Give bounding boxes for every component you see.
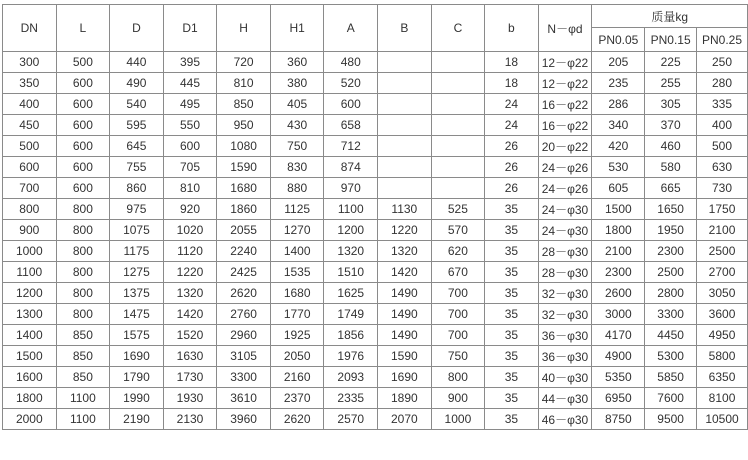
table-cell: 20－φ22 — [538, 136, 592, 157]
header-pn005: PN0.05 — [592, 28, 645, 52]
header-d: D — [110, 5, 164, 52]
table-cell: 420 — [592, 136, 645, 157]
table-cell: 350 — [3, 73, 57, 94]
table-cell: 580 — [645, 157, 697, 178]
table-cell: 1475 — [110, 304, 164, 325]
table-cell: 1860 — [217, 199, 271, 220]
table-cell: 570 — [431, 220, 485, 241]
table-cell: 1730 — [163, 367, 217, 388]
table-cell: 1400 — [270, 241, 324, 262]
table-cell: 400 — [697, 115, 748, 136]
table-cell: 605 — [592, 178, 645, 199]
table-cell: 1320 — [378, 241, 432, 262]
table-cell: 755 — [110, 157, 164, 178]
table-cell: 1690 — [110, 346, 164, 367]
table-cell: 600 — [56, 178, 110, 199]
table-cell: 1200 — [324, 220, 378, 241]
table-cell: 24 — [485, 115, 538, 136]
table-row — [3, 304, 748, 325]
header-a: A — [324, 5, 378, 52]
table-cell: 340 — [592, 115, 645, 136]
table-row — [3, 262, 748, 283]
table-cell: 305 — [645, 94, 697, 115]
header-row — [3, 5, 748, 28]
table-cell: 1925 — [270, 325, 324, 346]
table-cell: 850 — [56, 325, 110, 346]
table-cell: 850 — [217, 94, 271, 115]
table-cell: 1625 — [324, 283, 378, 304]
table-cell: 2500 — [645, 262, 697, 283]
table-cell: 445 — [163, 73, 217, 94]
table-cell: 24－φ30 — [538, 199, 592, 220]
table-cell: 5850 — [645, 367, 697, 388]
table-cell: 7600 — [645, 388, 697, 409]
table-cell: 1320 — [163, 283, 217, 304]
table-cell: 26 — [485, 136, 538, 157]
table-cell: 800 — [56, 199, 110, 220]
table-cell: 1220 — [163, 262, 217, 283]
table-cell: 1590 — [217, 157, 271, 178]
table-cell: 3050 — [697, 283, 748, 304]
table-cell: 1420 — [378, 262, 432, 283]
table-cell: 12－φ22 — [538, 73, 592, 94]
table-cell: 2240 — [217, 241, 271, 262]
table-cell: 1000 — [431, 409, 485, 430]
table-cell: 450 — [3, 115, 57, 136]
table-row — [3, 220, 748, 241]
table-cell: 550 — [163, 115, 217, 136]
table-cell: 2100 — [697, 220, 748, 241]
header-n-phi-d: N－φd — [538, 5, 592, 52]
table-cell: 1490 — [378, 304, 432, 325]
table-cell: 1500 — [3, 346, 57, 367]
table-cell: 2160 — [270, 367, 324, 388]
table-cell: 28－φ30 — [538, 262, 592, 283]
table-cell: 2335 — [324, 388, 378, 409]
table-cell: 225 — [645, 52, 697, 73]
spec-table — [2, 4, 748, 430]
table-cell: 1790 — [110, 367, 164, 388]
table-cell: 8100 — [697, 388, 748, 409]
table-cell: 874 — [324, 157, 378, 178]
table-cell: 24 — [485, 94, 538, 115]
table-cell: 800 — [3, 199, 57, 220]
table-cell: 35 — [485, 220, 538, 241]
table-cell: 1375 — [110, 283, 164, 304]
table-cell: 800 — [56, 283, 110, 304]
table-row — [3, 199, 748, 220]
table-cell: 35 — [485, 262, 538, 283]
table-body — [3, 52, 748, 430]
table-cell: 1680 — [270, 283, 324, 304]
table-cell — [378, 115, 432, 136]
table-cell: 658 — [324, 115, 378, 136]
header-d1: D1 — [163, 5, 217, 52]
table-cell: 1770 — [270, 304, 324, 325]
table-cell: 2300 — [645, 241, 697, 262]
table-cell: 670 — [431, 262, 485, 283]
table-cell: 860 — [110, 178, 164, 199]
table-cell: 1590 — [378, 346, 432, 367]
table-cell: 460 — [645, 136, 697, 157]
table-cell: 800 — [56, 262, 110, 283]
table-cell: 540 — [110, 94, 164, 115]
table-cell: 2100 — [592, 241, 645, 262]
table-cell: 730 — [697, 178, 748, 199]
table-cell: 850 — [56, 346, 110, 367]
table-cell: 1630 — [163, 346, 217, 367]
table-cell: 2055 — [217, 220, 271, 241]
table-cell: 1800 — [592, 220, 645, 241]
table-cell: 1200 — [3, 283, 57, 304]
table-row — [3, 409, 748, 430]
table-cell: 1950 — [645, 220, 697, 241]
table-cell: 720 — [217, 52, 271, 73]
table-cell: 1749 — [324, 304, 378, 325]
table-cell: 26 — [485, 157, 538, 178]
table-cell: 2600 — [592, 283, 645, 304]
table-cell: 490 — [110, 73, 164, 94]
table-cell: 4170 — [592, 325, 645, 346]
table-cell: 800 — [56, 220, 110, 241]
table-cell: 2960 — [217, 325, 271, 346]
table-cell: 2570 — [324, 409, 378, 430]
table-cell: 500 — [56, 52, 110, 73]
table-cell: 630 — [697, 157, 748, 178]
table-cell: 360 — [270, 52, 324, 73]
table-cell: 525 — [431, 199, 485, 220]
table-row — [3, 94, 748, 115]
table-cell — [431, 157, 485, 178]
table-cell: 370 — [645, 115, 697, 136]
table-cell: 1690 — [378, 367, 432, 388]
table-cell: 9500 — [645, 409, 697, 430]
table-cell: 1000 — [3, 241, 57, 262]
table-cell: 280 — [697, 73, 748, 94]
table-cell: 1220 — [378, 220, 432, 241]
table-cell: 950 — [217, 115, 271, 136]
table-cell: 600 — [324, 94, 378, 115]
table-cell: 6350 — [697, 367, 748, 388]
table-cell: 810 — [217, 73, 271, 94]
table-cell: 800 — [431, 367, 485, 388]
table-cell: 35 — [485, 388, 538, 409]
table-cell — [431, 73, 485, 94]
table-cell: 205 — [592, 52, 645, 73]
table-cell: 600 — [163, 136, 217, 157]
header-dn: DN — [3, 5, 57, 52]
table-cell: 595 — [110, 115, 164, 136]
table-cell: 520 — [324, 73, 378, 94]
table-cell: 1100 — [324, 199, 378, 220]
table-cell: 255 — [645, 73, 697, 94]
table-cell: 880 — [270, 178, 324, 199]
table-cell — [431, 94, 485, 115]
table-cell: 500 — [697, 136, 748, 157]
table-cell: 1856 — [324, 325, 378, 346]
table-cell: 920 — [163, 199, 217, 220]
table-cell: 1100 — [3, 262, 57, 283]
header-b-upper: B — [378, 5, 432, 52]
table-cell: 44－φ30 — [538, 388, 592, 409]
table-cell — [378, 136, 432, 157]
table-cell — [378, 94, 432, 115]
table-cell: 1535 — [270, 262, 324, 283]
table-cell: 46－φ30 — [538, 409, 592, 430]
table-cell: 1490 — [378, 325, 432, 346]
header-h: H — [217, 5, 271, 52]
table-cell: 600 — [56, 157, 110, 178]
table-cell: 405 — [270, 94, 324, 115]
table-cell: 1490 — [378, 283, 432, 304]
table-cell: 1520 — [163, 325, 217, 346]
table-cell: 1510 — [324, 262, 378, 283]
table-cell: 35 — [485, 325, 538, 346]
table-cell: 286 — [592, 94, 645, 115]
header-mass: 质量kg — [592, 5, 748, 28]
table-cell: 8750 — [592, 409, 645, 430]
spec-table-container — [2, 4, 748, 430]
table-cell: 1320 — [324, 241, 378, 262]
table-cell: 3105 — [217, 346, 271, 367]
table-cell: 2500 — [697, 241, 748, 262]
table-cell: 1080 — [217, 136, 271, 157]
table-cell: 380 — [270, 73, 324, 94]
table-cell: 2130 — [163, 409, 217, 430]
table-cell: 1130 — [378, 199, 432, 220]
table-cell: 430 — [270, 115, 324, 136]
table-cell: 24－φ26 — [538, 178, 592, 199]
header-pn025: PN0.25 — [697, 28, 748, 52]
table-cell: 2425 — [217, 262, 271, 283]
table-cell — [431, 52, 485, 73]
table-cell: 4950 — [697, 325, 748, 346]
table-row — [3, 325, 748, 346]
table-cell: 1100 — [56, 388, 110, 409]
table-cell: 35 — [485, 283, 538, 304]
table-cell: 620 — [431, 241, 485, 262]
table-cell: 3300 — [217, 367, 271, 388]
table-cell: 495 — [163, 94, 217, 115]
table-cell: 500 — [3, 136, 57, 157]
table-cell: 2000 — [3, 409, 57, 430]
table-cell: 3610 — [217, 388, 271, 409]
table-cell: 26 — [485, 178, 538, 199]
table-cell: 2050 — [270, 346, 324, 367]
table-cell: 35 — [485, 199, 538, 220]
table-cell: 2070 — [378, 409, 432, 430]
header-c: C — [431, 5, 485, 52]
table-cell: 4900 — [592, 346, 645, 367]
table-cell: 36－φ30 — [538, 346, 592, 367]
table-row — [3, 241, 748, 262]
table-cell: 970 — [324, 178, 378, 199]
table-cell — [431, 115, 485, 136]
table-cell: 250 — [697, 52, 748, 73]
table-cell: 300 — [3, 52, 57, 73]
table-cell: 1400 — [3, 325, 57, 346]
table-cell: 3600 — [697, 304, 748, 325]
table-cell: 1125 — [270, 199, 324, 220]
table-cell: 600 — [56, 73, 110, 94]
table-cell: 530 — [592, 157, 645, 178]
table-cell: 24－φ30 — [538, 220, 592, 241]
table-cell: 800 — [56, 241, 110, 262]
table-cell: 975 — [110, 199, 164, 220]
table-cell: 810 — [163, 178, 217, 199]
table-row — [3, 157, 748, 178]
table-row — [3, 283, 748, 304]
table-cell: 600 — [56, 115, 110, 136]
table-cell: 35 — [485, 346, 538, 367]
table-cell: 705 — [163, 157, 217, 178]
table-cell: 1175 — [110, 241, 164, 262]
table-cell: 16－φ22 — [538, 94, 592, 115]
table-cell: 5300 — [645, 346, 697, 367]
table-cell: 1750 — [697, 199, 748, 220]
header-b-lower: b — [485, 5, 538, 52]
table-cell: 16－φ22 — [538, 115, 592, 136]
table-cell: 12－φ22 — [538, 52, 592, 73]
table-cell: 600 — [3, 157, 57, 178]
table-cell: 40－φ30 — [538, 367, 592, 388]
table-cell: 1020 — [163, 220, 217, 241]
table-cell: 700 — [431, 325, 485, 346]
table-cell: 2370 — [270, 388, 324, 409]
header-h1: H1 — [270, 5, 324, 52]
header-l: L — [56, 5, 110, 52]
table-cell: 2093 — [324, 367, 378, 388]
table-cell: 3960 — [217, 409, 271, 430]
table-cell: 2700 — [697, 262, 748, 283]
table-cell: 35 — [485, 367, 538, 388]
table-cell: 1800 — [3, 388, 57, 409]
table-cell: 1575 — [110, 325, 164, 346]
table-cell: 1600 — [3, 367, 57, 388]
table-row — [3, 388, 748, 409]
table-cell: 2620 — [217, 283, 271, 304]
table-cell: 1680 — [217, 178, 271, 199]
table-cell: 1650 — [645, 199, 697, 220]
table-cell: 1990 — [110, 388, 164, 409]
table-cell: 2300 — [592, 262, 645, 283]
table-row — [3, 73, 748, 94]
table-cell: 1976 — [324, 346, 378, 367]
table-cell: 1120 — [163, 241, 217, 262]
table-cell: 5350 — [592, 367, 645, 388]
table-cell: 600 — [56, 136, 110, 157]
table-cell: 665 — [645, 178, 697, 199]
table-cell — [378, 157, 432, 178]
table-cell: 6950 — [592, 388, 645, 409]
table-cell: 1270 — [270, 220, 324, 241]
table-cell: 3300 — [645, 304, 697, 325]
table-cell: 35 — [485, 241, 538, 262]
table-cell: 900 — [3, 220, 57, 241]
table-cell: 28－φ30 — [538, 241, 592, 262]
table-cell: 750 — [270, 136, 324, 157]
table-cell: 750 — [431, 346, 485, 367]
table-cell: 1300 — [3, 304, 57, 325]
table-cell: 10500 — [697, 409, 748, 430]
table-cell — [378, 73, 432, 94]
table-cell: 1100 — [56, 409, 110, 430]
table-cell: 900 — [431, 388, 485, 409]
table-cell: 4450 — [645, 325, 697, 346]
table-cell: 700 — [431, 304, 485, 325]
table-cell: 3000 — [592, 304, 645, 325]
table-row — [3, 136, 748, 157]
table-cell: 700 — [431, 283, 485, 304]
table-cell: 1890 — [378, 388, 432, 409]
table-cell: 850 — [56, 367, 110, 388]
table-cell: 35 — [485, 304, 538, 325]
table-cell: 1275 — [110, 262, 164, 283]
table-cell: 2620 — [270, 409, 324, 430]
table-cell: 1930 — [163, 388, 217, 409]
table-cell: 5800 — [697, 346, 748, 367]
table-cell: 235 — [592, 73, 645, 94]
table-cell: 395 — [163, 52, 217, 73]
table-cell — [378, 52, 432, 73]
table-cell: 400 — [3, 94, 57, 115]
table-cell: 24－φ26 — [538, 157, 592, 178]
table-cell: 2800 — [645, 283, 697, 304]
table-cell: 335 — [697, 94, 748, 115]
table-cell: 712 — [324, 136, 378, 157]
table-cell: 830 — [270, 157, 324, 178]
table-cell: 32－φ30 — [538, 304, 592, 325]
table-cell: 440 — [110, 52, 164, 73]
table-cell: 35 — [485, 409, 538, 430]
table-cell: 480 — [324, 52, 378, 73]
table-cell — [431, 178, 485, 199]
table-cell: 18 — [485, 73, 538, 94]
table-cell: 32－φ30 — [538, 283, 592, 304]
table-row — [3, 367, 748, 388]
table-cell: 800 — [56, 304, 110, 325]
table-cell: 2760 — [217, 304, 271, 325]
table-row — [3, 178, 748, 199]
table-cell — [378, 178, 432, 199]
table-row — [3, 52, 748, 73]
table-cell: 2190 — [110, 409, 164, 430]
table-cell — [431, 136, 485, 157]
table-row — [3, 115, 748, 136]
table-cell: 36－φ30 — [538, 325, 592, 346]
table-row — [3, 346, 748, 367]
header-pn015: PN0.15 — [645, 28, 697, 52]
table-cell: 700 — [3, 178, 57, 199]
table-cell: 1075 — [110, 220, 164, 241]
table-cell: 1500 — [592, 199, 645, 220]
table-cell: 645 — [110, 136, 164, 157]
table-cell: 18 — [485, 52, 538, 73]
table-cell: 600 — [56, 94, 110, 115]
table-cell: 1420 — [163, 304, 217, 325]
